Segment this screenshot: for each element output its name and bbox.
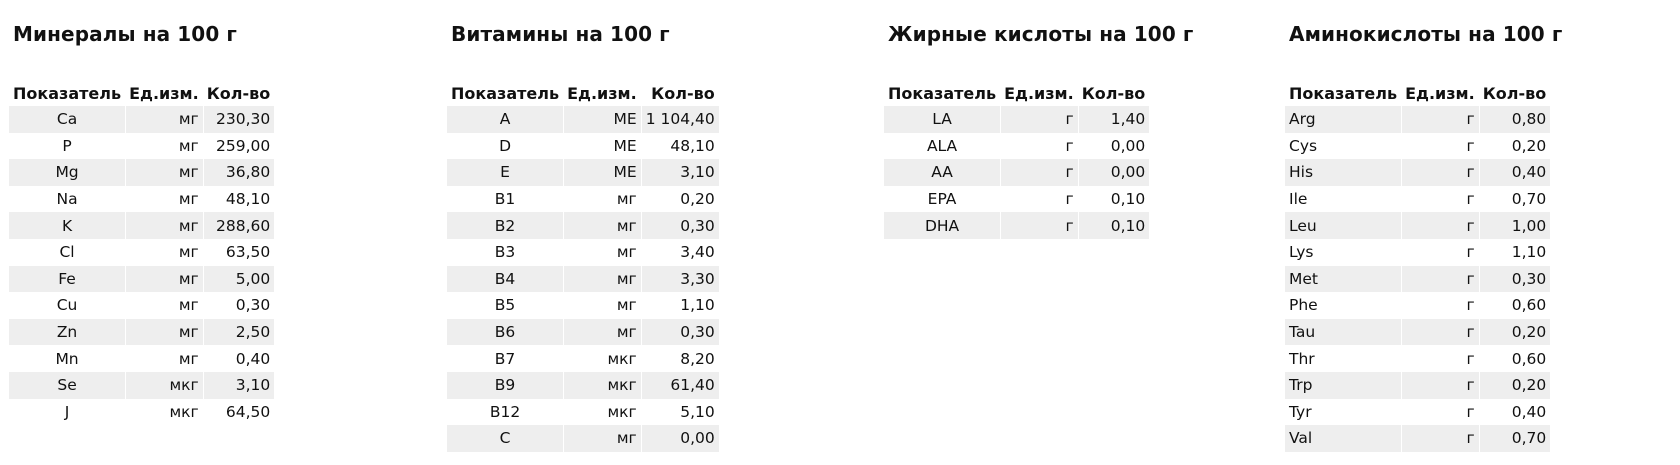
table-row [1285, 292, 1550, 319]
amount-cell: 1 104,40 [641, 106, 719, 133]
unit-cell: мг [563, 212, 641, 239]
indicator-cell: Ca [9, 106, 125, 133]
table-row [447, 425, 719, 452]
indicator-cell: LA [884, 106, 1000, 133]
table-row [447, 212, 719, 239]
indicator-cell: K [9, 212, 125, 239]
amount-cell: 0,30 [203, 292, 275, 319]
unit-cell: мг [125, 319, 203, 346]
unit-cell: мг [125, 159, 203, 186]
indicator-cell: C [447, 425, 563, 452]
table-row [9, 345, 274, 372]
table-row [447, 266, 719, 293]
unit-cell: г [1000, 159, 1078, 186]
unit-cell: мг [125, 292, 203, 319]
table-row [1285, 399, 1550, 426]
amount-cell: 0,30 [641, 319, 719, 346]
table-row [1285, 159, 1550, 186]
indicator-cell: Trp [1285, 372, 1401, 399]
amount-cell: 0,40 [1479, 399, 1551, 426]
amount-cell: 2,50 [203, 319, 275, 346]
indicator-cell: B4 [447, 266, 563, 293]
indicator-cell: Lys [1289, 243, 1314, 262]
table-row [9, 319, 274, 346]
unit-cell: мг [563, 266, 641, 293]
amount-cell: 0,70 [1479, 425, 1551, 452]
amount-cell: 48,10 [641, 133, 719, 160]
table-row [884, 106, 1149, 133]
table-row [9, 292, 274, 319]
table-row [1285, 425, 1550, 452]
unit-cell: мг [125, 345, 203, 372]
unit-cell: мг [125, 266, 203, 293]
column-header-indicator: Показатель [1289, 83, 1398, 103]
table-row [447, 133, 719, 160]
unit-cell: мкг [125, 372, 203, 399]
table-row [1285, 319, 1550, 346]
amount-cell: 48,10 [203, 186, 275, 213]
amount-cell: 0,30 [641, 212, 719, 239]
unit-cell: мкг [563, 399, 641, 426]
unit-cell: мкг [125, 399, 203, 426]
indicator-cell: Thr [1289, 349, 1315, 368]
unit-cell: МЕ [563, 159, 641, 186]
amount-cell: 0,10 [1078, 212, 1150, 239]
amount-cell: 36,80 [203, 159, 275, 186]
unit-cell: г [1401, 345, 1479, 372]
unit-cell: мкг [563, 345, 641, 372]
table-header-row [9, 80, 274, 106]
table-header-row [447, 80, 719, 106]
amount-cell: 5,00 [203, 266, 275, 293]
indicator-cell: Mn [55, 349, 79, 368]
unit-cell: мг [125, 212, 203, 239]
indicator-cell: Cl [59, 243, 75, 262]
indicator-cell: B9 [447, 372, 563, 399]
indicator-cell: A [447, 106, 563, 133]
table-row [1285, 133, 1550, 160]
amount-cell: 1,10 [1479, 239, 1551, 266]
indicator-cell: D [499, 136, 512, 155]
indicator-cell: Ile [1289, 190, 1308, 209]
amount-cell: 0,00 [1078, 133, 1150, 160]
unit-cell: мг [125, 106, 203, 133]
column-header-amount: Кол-во [1081, 83, 1146, 103]
table-row [1285, 186, 1550, 213]
amount-cell: 0,00 [641, 425, 719, 452]
unit-cell: г [1401, 425, 1479, 452]
unit-cell: мг [563, 292, 641, 319]
column-header-amount: Кол-во [1482, 83, 1547, 103]
indicator-cell: B5 [494, 296, 516, 315]
column-header-indicator: Показатель [451, 83, 560, 103]
unit-cell: г [1000, 106, 1078, 133]
section-title: Витамины на 100 г [451, 22, 670, 46]
table-row [9, 266, 274, 293]
unit-cell: г [1401, 319, 1479, 346]
table-row [447, 319, 719, 346]
indicator-cell: Cu [56, 296, 78, 315]
indicator-cell: B6 [447, 319, 563, 346]
unit-cell: г [1000, 133, 1078, 160]
fatty-acids-table [884, 80, 1149, 239]
indicator-cell: Se [9, 372, 125, 399]
unit-cell: г [1401, 133, 1479, 160]
amount-cell: 0,40 [1479, 159, 1551, 186]
unit-cell: мг [563, 186, 641, 213]
unit-cell: г [1401, 372, 1479, 399]
amount-cell: 64,50 [203, 399, 275, 426]
indicator-cell: His [1285, 159, 1401, 186]
amount-cell: 0,20 [1479, 372, 1551, 399]
amount-cell: 8,20 [641, 345, 719, 372]
indicator-cell: EPA [927, 190, 957, 209]
indicator-cell: DHA [884, 212, 1000, 239]
table-row [447, 159, 719, 186]
table-row [9, 372, 274, 399]
table-row [884, 212, 1149, 239]
table-row [1285, 106, 1550, 133]
amount-cell: 0,30 [1479, 266, 1551, 293]
amount-cell: 3,10 [641, 159, 719, 186]
amount-cell: 0,80 [1479, 106, 1551, 133]
amount-cell: 0,60 [1479, 292, 1551, 319]
table-row [9, 212, 274, 239]
amount-cell: 5,10 [641, 399, 719, 426]
unit-cell: г [1401, 239, 1479, 266]
amount-cell: 3,30 [641, 266, 719, 293]
column-header-amount: Кол-во [206, 83, 271, 103]
indicator-cell: AA [884, 159, 1000, 186]
unit-cell: г [1401, 186, 1479, 213]
indicator-cell: B3 [494, 243, 516, 262]
unit-cell: мг [125, 239, 203, 266]
amount-cell: 0,20 [641, 186, 719, 213]
indicator-cell: P [62, 136, 72, 155]
amount-cell: 63,50 [203, 239, 275, 266]
table-row [447, 372, 719, 399]
indicator-cell: Arg [1285, 106, 1401, 133]
indicator-cell: Na [56, 190, 78, 209]
amount-cell: 0,70 [1479, 186, 1551, 213]
table-row [884, 159, 1149, 186]
section-title: Жирные кислоты на 100 г [888, 22, 1194, 46]
table-row [1285, 266, 1550, 293]
indicator-cell: Mg [9, 159, 125, 186]
indicator-cell: B1 [494, 190, 516, 209]
section-title: Аминокислоты на 100 г [1289, 22, 1563, 46]
table-row [9, 186, 274, 213]
indicator-cell: Val [1285, 425, 1401, 452]
table-row [884, 186, 1149, 213]
amount-cell: 1,00 [1479, 212, 1551, 239]
column-header-unit: Ед.изм. [1004, 83, 1074, 103]
table-row [447, 345, 719, 372]
unit-cell: г [1401, 292, 1479, 319]
indicator-cell: Fe [9, 266, 125, 293]
unit-cell: МЕ [563, 133, 641, 160]
indicator-cell: Cys [1289, 136, 1318, 155]
table-header-row [884, 80, 1149, 106]
amount-cell: 0,20 [1479, 319, 1551, 346]
vitamins-table [447, 80, 719, 452]
amount-cell: 230,30 [203, 106, 275, 133]
section-title: Минералы на 100 г [13, 22, 237, 46]
amount-cell: 0,00 [1078, 159, 1150, 186]
unit-cell: МЕ [563, 106, 641, 133]
unit-cell: мг [563, 425, 641, 452]
unit-cell: мг [125, 186, 203, 213]
amount-cell: 0,40 [203, 345, 275, 372]
unit-cell: г [1401, 266, 1479, 293]
indicator-cell: B12 [489, 402, 521, 421]
table-row [9, 133, 274, 160]
amount-cell: 0,10 [1078, 186, 1150, 213]
indicator-cell: Tyr [1289, 402, 1312, 421]
indicator-cell: Met [1285, 266, 1401, 293]
table-row [1285, 212, 1550, 239]
indicator-cell: Tau [1285, 319, 1401, 346]
unit-cell: г [1401, 399, 1479, 426]
table-row [1285, 239, 1550, 266]
column-header-indicator: Показатель [13, 83, 122, 103]
indicator-cell: B2 [447, 212, 563, 239]
amount-cell: 1,10 [641, 292, 719, 319]
indicator-cell: Leu [1285, 212, 1401, 239]
indicator-cell: J [64, 402, 70, 421]
table-row [447, 239, 719, 266]
table-row [9, 399, 274, 426]
minerals-table [9, 80, 274, 425]
table-row [9, 159, 274, 186]
column-header-unit: Ед.изм. [567, 83, 637, 103]
table-row [9, 106, 274, 133]
table-row [9, 239, 274, 266]
column-header-indicator: Показатель [888, 83, 997, 103]
table-row [447, 106, 719, 133]
indicator-cell: Zn [9, 319, 125, 346]
unit-cell: мг [125, 133, 203, 160]
amount-cell: 0,60 [1479, 345, 1551, 372]
indicator-cell: E [447, 159, 563, 186]
column-header-unit: Ед.изм. [129, 83, 199, 103]
unit-cell: г [1000, 186, 1078, 213]
table-row [1285, 345, 1550, 372]
amount-cell: 259,00 [203, 133, 275, 160]
amount-cell: 3,10 [203, 372, 275, 399]
unit-cell: мг [563, 239, 641, 266]
table-row [447, 399, 719, 426]
table-row [1285, 372, 1550, 399]
amount-cell: 0,20 [1479, 133, 1551, 160]
table-header-row [1285, 80, 1550, 106]
table-row [447, 292, 719, 319]
amount-cell: 1,40 [1078, 106, 1150, 133]
unit-cell: мг [563, 319, 641, 346]
table-row [884, 133, 1149, 160]
unit-cell: г [1401, 212, 1479, 239]
table-row [447, 186, 719, 213]
amount-cell: 3,40 [641, 239, 719, 266]
amino-acids-table [1285, 80, 1550, 452]
indicator-cell: B7 [494, 349, 516, 368]
unit-cell: г [1401, 106, 1479, 133]
indicator-cell: Phe [1289, 296, 1318, 315]
amount-cell: 288,60 [203, 212, 275, 239]
column-header-amount: Кол-во [651, 83, 715, 103]
amount-cell: 61,40 [641, 372, 719, 399]
indicator-cell: ALA [926, 136, 958, 155]
unit-cell: г [1000, 212, 1078, 239]
unit-cell: мкг [563, 372, 641, 399]
unit-cell: г [1401, 159, 1479, 186]
column-header-unit: Ед.изм. [1405, 83, 1475, 103]
